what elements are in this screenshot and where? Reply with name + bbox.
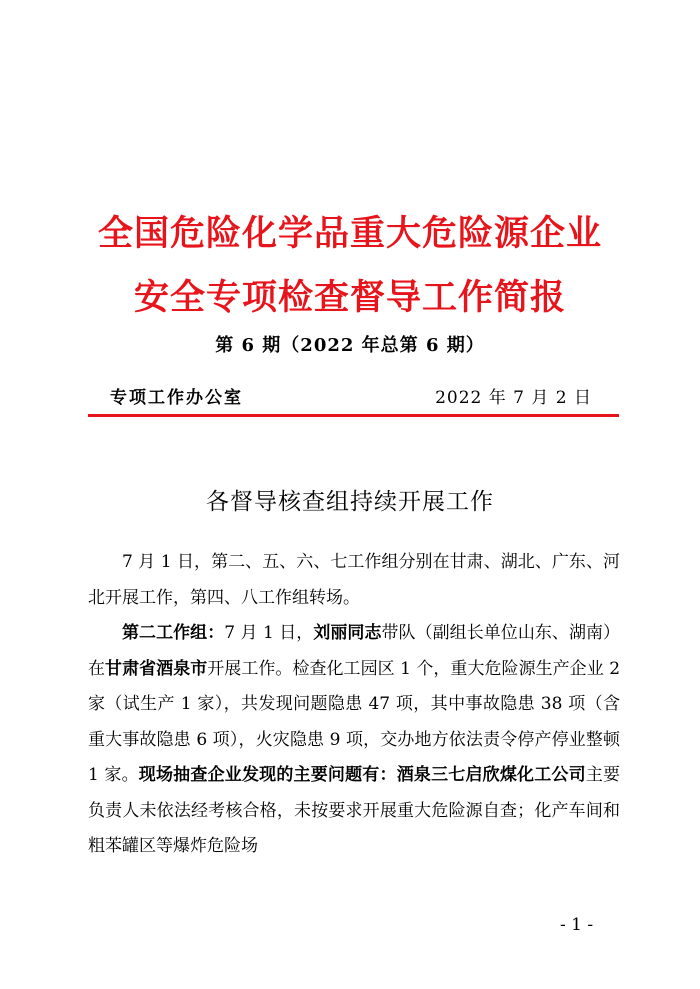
location: 甘肃省酒泉市 bbox=[105, 658, 208, 679]
bulletin-title-line2: 安全专项检查督导工作简报 bbox=[133, 278, 566, 318]
company-name: 酒泉三七启欣煤化工公司 bbox=[396, 765, 586, 785]
issuing-office: 专项工作办公室 bbox=[110, 388, 243, 408]
p2-segment-2: 带队（副组长单位山东、湖南）在 bbox=[88, 623, 621, 679]
bulletin-title-line1: 全国危险化学品重大危险源企业 bbox=[97, 214, 602, 254]
article-headline: 各督导核查组持续开展工作 bbox=[206, 489, 494, 515]
issue-number: 第 6 期（2022 年总第 6 期） bbox=[215, 335, 485, 356]
group-leader: 刘丽同志 bbox=[313, 623, 382, 643]
problems-label: 现场抽查企业发现的主要问题有： bbox=[138, 765, 397, 785]
issue-date: 2022 年 7 月 2 日 bbox=[435, 388, 592, 408]
p2-segment-3: 开展工作。检查化工园区 1 个，重大危险源生产企业 2 家（试生产 1 家），共发现问题隐患 47 项，其中事故隐患 38 项（含重大事故隐患 6 项），火灾隐患 9 项，交办地方依法责令停产停业整顿 1 家。 bbox=[88, 658, 621, 785]
page-number: - 1 - bbox=[560, 915, 594, 935]
p2-segment-4: 主要负责人未依法经考核合格，未按要求开展重大危险源自查；化产车间和粗苯罐区等爆炸危险场 bbox=[88, 765, 621, 856]
header-divider bbox=[88, 414, 619, 417]
article-body bbox=[88, 545, 620, 865]
paragraph-2 bbox=[88, 616, 620, 865]
paragraph-1: 7 月 1 日，第二、五、六、七工作组分别在甘肃、湖北、广东、河北开展工作，第四、八工作组转场。 bbox=[88, 552, 620, 608]
p2-segment-1: 7 月 1 日， bbox=[224, 623, 314, 643]
group-label: 第二工作组： bbox=[122, 623, 225, 643]
